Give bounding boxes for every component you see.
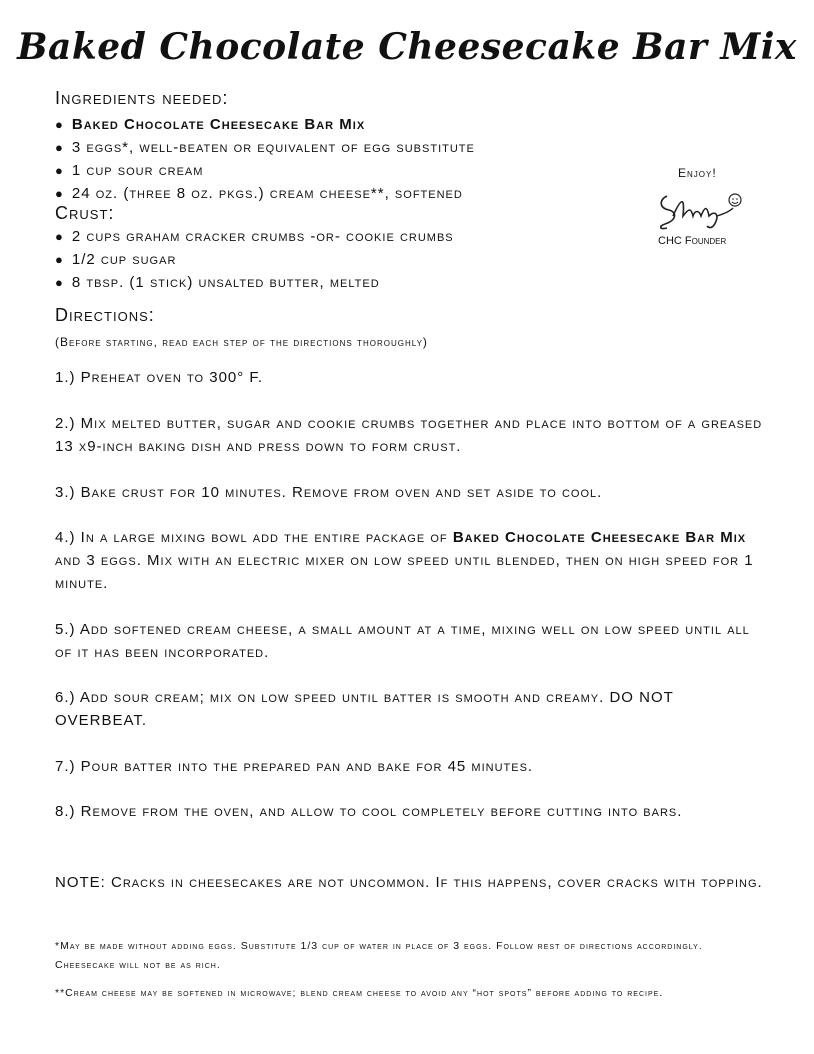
ingredients-heading: Ingredients needed: <box>55 88 229 108</box>
footnote-cream-cheese: **Cream cheese may be softened in microwave; blend cream cheese to avoid any “hot spots” before adding to recipe. <box>55 987 664 999</box>
direction-step <box>55 526 765 595</box>
direction-step: 6.) Add sour cream; mix on low speed until batter is smooth and creamy. DO NOT OVERBEAT. <box>55 689 674 729</box>
crust-item: ● 2 cups graham cracker crumbs -or- cookie crumbs <box>55 225 454 248</box>
directions-note: (Before starting, read each step of the directions thoroughly) <box>55 335 428 349</box>
direction-step: 1.) Preheat oven to 300° F. <box>55 369 264 386</box>
crust-item: ● 1/2 cup sugar <box>55 248 454 271</box>
recipe-title: Baked Chocolate Cheesecake Bar Mix <box>17 26 797 68</box>
direction-step: 2.) Mix melted butter, sugar and cookie crumbs together and place into bottom of a greased 13 x9-inch baking dish and press down to form crust. <box>55 415 763 455</box>
crust-heading: Crust: <box>55 203 115 223</box>
founder-caption: CHC Founder <box>658 235 727 247</box>
step-text: 4.) In a large mixing bowl add the entire package of <box>55 529 453 546</box>
product-name: Baked Chocolate Cheesecake Bar Mix <box>452 529 747 546</box>
footnote-eggs: *May be made without adding eggs. Substitute 1/3 cup of water in place of 3 eggs. Follow rest of directions accordingly. Cheesecake will not be as rich. <box>55 940 703 971</box>
enjoy-text: Enjoy! <box>678 166 717 180</box>
direction-step: 3.) Bake crust for 10 minutes. Remove from oven and set aside to cool. <box>55 484 603 501</box>
ingredients-list <box>55 113 475 205</box>
crust-list <box>55 225 454 294</box>
step-text: and 3 eggs. Mix with an electric mixer on low speed until blended, then on high speed for 1 minute. <box>55 552 754 592</box>
ingredient-item: ● 3 eggs*, well-beaten or equivalent of egg substitute <box>55 136 475 159</box>
directions-heading: Directions: <box>55 305 155 325</box>
direction-step: 8.) Remove from the oven, and allow to cool completely before cutting into bars. <box>55 803 683 820</box>
signature-image <box>655 186 745 234</box>
cracks-note: NOTE: Cracks in cheesecakes are not uncommon. If this happens, cover cracks with topping. <box>55 874 763 891</box>
direction-step: 5.) Add softened cream cheese, a small amount at a time, mixing well on low speed until all of it has been incorporated. <box>55 621 750 661</box>
direction-step: 7.) Pour batter into the prepared pan and bake for 45 minutes. <box>55 758 534 775</box>
ingredient-item: ● 24 oz. (three 8 oz. pkgs.) cream cheese**, softened <box>55 182 475 205</box>
ingredient-item: ● 1 cup sour cream <box>55 159 475 182</box>
ingredient-item: ● Baked Chocolate Cheesecake Bar Mix <box>55 113 475 136</box>
crust-item: ● 8 tbsp. (1 stick) unsalted butter, melted <box>55 271 454 294</box>
